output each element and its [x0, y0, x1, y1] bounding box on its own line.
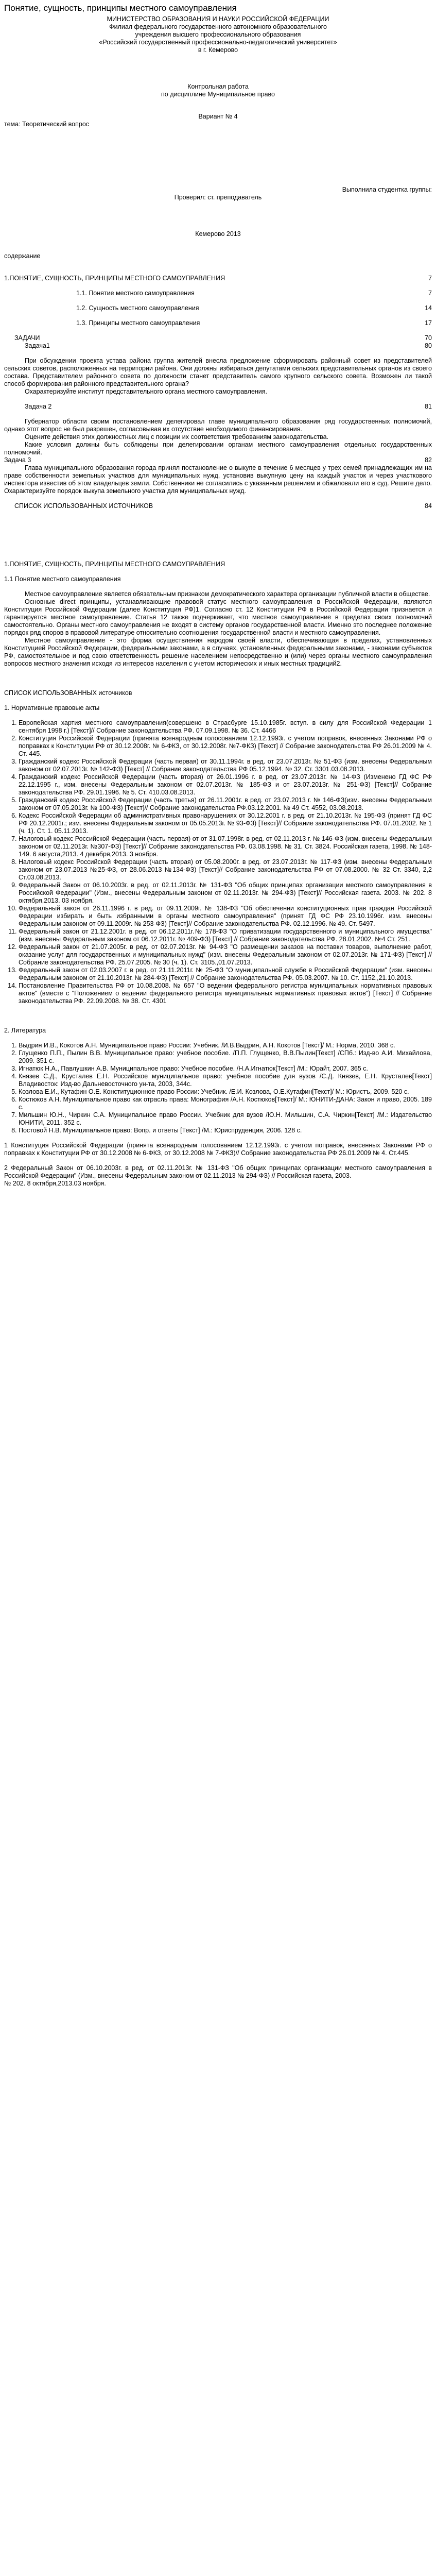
- list-item: 2. Конституция Российской Федерации (принята всенародным голосованием 12.12.1993г. с учетом поправок, внесенных Законами РФ о поправках к Конституции РФ от 30.12.2008г. № 6-ФКЗ, от 30.12.2008г. №7-ФКЗ) [Текст] // Собрание законодательства РФ 26.01.2009 № 4. Ст. 445.: [19, 735, 432, 758]
- variant-line: Вариант № 4: [198, 113, 238, 120]
- toc-item-text: 1.ПОНЯТИЕ, СУЩНОСТЬ, ПРИНЦИПЫ МЕСТНОГО САМОУПРАВЛЕНИЯ: [4, 275, 225, 282]
- literature-list: [4, 1042, 432, 1134]
- list-item: 1. Выдрин И.В., Кокотов А.Н. Муниципальное право России: Учебник. /И.В.Выдрин, А.Н. Кокотов [Текст]/ М.: Норма, 2010. 368 с.: [19, 1042, 432, 1049]
- list-item: 12. Федеральный закон от 21.07.2005г. в ред. от 02.07.2013г. № 94-ФЗ "О размещении заказов на поставки товаров, выполнение работ, оказание услуг для государственных и муниципальных нужд" (изм. внесены Федеральным законом от 02.07.2013г. № 171-ФЗ) [Текст] // Собрание законодательства РФ. 25.07.2005. № 30 (ч. 1). Ст. 3105.,01.07.2013.: [19, 943, 432, 967]
- list-item: 10. Федеральный закон от 26.11.1996 г. в ред. от 09.11.2009г. № 138-ФЗ "Об обеспечении конституционных прав граждан Российской Федерации избирать и быть избранными в органы местного самоуправления" (принят ГД ФС РФ 23.10.1996г. изм. внесены Федеральным законом от 09.11.2009г. № 253-ФЗ) [Текст]// Собрание законодательства РФ. 02.12.1996. № 49. Ст. 5497.: [19, 905, 432, 928]
- checked-line: Проверил: ст. преподаватель: [174, 194, 262, 201]
- section-heading: 1.ПОНЯТИЕ, СУЩНОСТЬ, ПРИНЦИПЫ МЕСТНОГО САМОУПРАВЛЕНИЯ: [4, 561, 225, 568]
- university-line: «Российский государственный профессионально-педагогический университет»: [99, 39, 337, 46]
- footnote: 1 Конституция Российской Федерации (принята всенародным голосованием 12.12.1993г. с учетом поправок, внесенных Законами РФ о поправках к Конституции РФ от 30.12.2008 № 6-ФКЗ, от 30.12.2008 № 7-ФКЗ)// Собрание законодательства РФ 26.01.2009 № 4. Ст.445.: [4, 1142, 432, 1157]
- footnote: 2 Федеральный Закон от 06.10.2003г. в ред. от 02.11.2013г. № 131-ФЗ "Об общих принципах организации местного самоуправления в Российской Федерации" (Изм., внесены Федеральным законом от 02.11.2013 № 294-ФЗ) // Российская газета, 2003.: [4, 1164, 432, 1179]
- topic-line: тема: Теоретический вопрос: [4, 121, 90, 128]
- city-year: Кемерово 2013: [195, 230, 241, 238]
- branch-line-2: учреждения высшего профессионального образования: [135, 31, 301, 38]
- toc-item: [4, 334, 432, 342]
- section-paragraph: Местное самоуправление является обязательным признаком демократического характера организации публичной власти в обществе.: [25, 590, 430, 598]
- toc-item: [4, 342, 432, 350]
- toc-item: [4, 290, 432, 297]
- bibliography-heading: СПИСОК ИСПОЛЬЗОВАННЫХ источников: [4, 689, 132, 697]
- task1-text: При обсуждении проекта устава района группа жителей внесла предложение сформировать районный совет из представителей сельских советов, расположенных на территории района. Они должны избираться депутатами сельских представительных органов из своего состава. Представителем районного совета по должности станет представитель самого крупного сельского совета. Возможен ли такой способ формирования районного представительного органа?: [4, 357, 432, 387]
- author-line: Выполнила студентка группы:: [342, 186, 432, 193]
- list-item: 6. Кодекс Российской Федерации об административных правонарушениях от 30.12.2001 г. в ред. от 21.10.2013г. № 195-ФЗ (принят ГД ФС РФ 20.12.2001г.; изм. внесены Федеральным законом от 05.05.2013г. № 93-ФЗ) [Текст]// Собрание законодательства РФ. 07.01.2002. № 1 (ч. 1). Ст. 1. 05.11.2013.: [19, 812, 432, 835]
- list-item: 2. Глущенко П.П., Пылин В.В. Муниципальное право: учебное пособие. /П.П. Глущенко, В.В.Пылин[Текст] /СПб.: Изд-во А.И. Михайлова, 2009. 351 с.: [19, 1049, 432, 1065]
- section-paragraph: Основные direct принципы, устанавливающие правовой статус местного самоуправления в Российской Федерации, являются Конституция Российской Федерации (далее Конституция РФ)1. Согласно ст. 12 Конституции РФ в Российской Федерации признается и гарантируется местное самоуправление. Статья 12 также подчеркивает, что местное самоуправление в пределах своих полномочий самостоятельно. Органы местного самоуправления не входят в систему органов государственной власти. Именно это последнее положение порядок ряд споров в правовой литературе относительно соотношения государственной власти и местного самоуправления.: [4, 598, 432, 636]
- subject-line: по дисциплине Муниципальное право: [161, 91, 275, 98]
- toc-item-page: 70: [425, 334, 432, 342]
- list-item: 6. Костюков А.Н. Муниципальное право как отрасль права: Монография /А.Н. Костюков[Текст]/ М.: ЮНИТИ-ДАНА: Закон и право, 2005. 189 с.: [19, 1096, 432, 1111]
- task2-heading: [4, 403, 432, 411]
- toc-item: [4, 304, 432, 312]
- toc-item: [4, 275, 432, 282]
- task1-question: Охарактеризуйте институт представительного органа местного самоуправления.: [25, 388, 268, 395]
- toc-item-text: Задача1: [25, 342, 50, 349]
- toc-item-text: 1.3. Принципы местного самоуправления: [76, 319, 200, 327]
- list-item: 11. Федеральный закон от 21.12.2001г. в ред. от 06.12.2011г.№ 178-ФЗ "О приватизации государственного и муниципального имущества" (изм. внесены Федеральным законом от 06.12.2011г. № 409-ФЗ) [Текст] // Собрание законодательства РФ. 28.01.2002. №4 Ст. 251.: [19, 928, 432, 943]
- task2-title: Задача 2: [25, 403, 52, 410]
- biblio-toc-title: СПИСОК ИСПОЛЬЗОВАННЫХ ИСТОЧНИКОВ: [14, 502, 153, 510]
- work-type: Контрольная работа: [187, 83, 249, 90]
- toc-item-page: 14: [425, 304, 432, 312]
- laws-list: [4, 719, 432, 1005]
- task2-question-2: Какие условия должны быть соблюдены при делегировании органам местного самоуправления отдельных государственных полномочий.: [4, 441, 432, 456]
- toc-item-page: 7: [428, 275, 432, 282]
- toc-item-text: 1.1. Понятие местного самоуправления: [76, 290, 195, 297]
- task2-page: 81: [425, 403, 432, 410]
- toc-item: [4, 319, 432, 327]
- list-item: 7. Мильшин Ю.Н., Чиркин С.А. Муниципальное право России. Учебник для вузов /Ю.Н. Мильшин, С.А. Чиркин[Текст] /М.: Издательство ЮНИТИ, 2011. 352 с.: [19, 1111, 432, 1127]
- list-item: 8. Постовой Н.В. Муниципальное право: Вопр. и ответы [Текст] /М.: Юриспруденция, 2006. 128 с.: [19, 1127, 432, 1134]
- ministry-line: МИНИСТЕРСТВО ОБРАЗОВАНИЯ И НАУКИ РОССИЙСКОЙ ФЕДЕРАЦИИ: [107, 15, 329, 23]
- section-paragraph: Местное самоуправление - это форма осуществления народом своей власти, обеспечивающая в пределах, установленных Конституцией Российской Федерации, федеральными законами, а в случаях, установленных федеральными законами, - законами субъектов РФ, самостоятельное и под свою ответственность решение населением непосредственно и (или) через органы местного самоуправления вопросов местного значения исходя из интересов населения с учетом исторических и иных местных традиций2.: [4, 637, 432, 667]
- toc-heading: содержание: [4, 252, 41, 260]
- list-item: 7. Налоговый кодекс Российской Федерации (часть первая) от от 31.07.1998г. в ред. от 02.11.2013 г. № 146-ФЗ (изм. внесены Федеральным законом от 02.11.2013г. №307-ФЗ) [Текст]// Собрание законодательства РФ. 03.08.1998. № 31. Ст. 3824. Российская газета, 1998. № 148-149. 6 августа,2013. 4 декабря,2013. 3 ноября.: [19, 835, 432, 858]
- toc-item-page: 80: [425, 342, 432, 349]
- toc-item-text: 1.2. Сущность местного самоуправления: [76, 304, 199, 312]
- toc-item-page: 17: [425, 319, 432, 327]
- biblio-toc-page: 84: [425, 502, 432, 510]
- list-item: 5. Козлова Е.И., Кутафин О.Е. Конституционное право России: Учебник. /Е.И. Козлова, О.Е.Кутафин[Текст]/ М.: Юристъ, 2009. 520 с.: [19, 1088, 432, 1096]
- task3-heading: [4, 456, 432, 464]
- list-item: 9. Федеральный Закон от 06.10.2003г. в ред. от 02.11.2013г. № 131-ФЗ "Об общих принципах организации местного самоуправления в Российской Федерации" (Изм., внесены Федеральным законом от 02.11.2013г. № 294-ФЗ) [Текст]// Российская газета. 2003. № 202. 8 октября,2013. 03 ноября.: [19, 882, 432, 905]
- branch-line-1: Филиал федерального государственного автономного образовательного: [109, 23, 327, 30]
- task3-title: Задача 3: [4, 456, 31, 464]
- biblio-toc-line: [4, 502, 432, 510]
- page-title: Понятие, сущность, принципы местного самоуправления: [4, 3, 237, 13]
- toc-item-page: 7: [428, 290, 432, 297]
- list-item: 3. Игнатюк Н.А., Павлушкин А.В. Муниципальное право: Учебное пособие. /Н.А.Игнатюк[Текст] /М.: Юрайт, 2007. 365 с.: [19, 1065, 432, 1073]
- laws-heading: 1. Нормативные правовые акты: [4, 704, 100, 711]
- subsection-heading: 1.1 Понятие местного самоуправления: [4, 575, 121, 583]
- task3-text: Глава муниципального образования города принял постановление о выкупе в течение 6 месяцев у трех семей принадлежащих им на праве собственности земельных участков для муниципальных нужд, установив выкупную цену на каждый участок и через участкового инспектора известив об этом владельцев земли. Собственники не согласились с указанным решением и обжаловали его в суд. Решите дело. Охарактеризуйте порядок выкупа земельного участка для муниципальных нужд.: [4, 464, 432, 495]
- toc-item-text: ЗАДАЧИ: [14, 334, 40, 342]
- list-item: 5. Гражданский кодекс Российской Федерации (часть третья) от 26.11.2001г. в ред. от 23.07.2013 г. № 146-ФЗ(изм. внесены Федеральным законом от 07.05.2013г. № 100-ФЗ) [Текст]// Собрание законодательства РФ.03.12.2001. № 49 Ст. 4552, 03.08.2013.: [19, 796, 432, 812]
- list-item: 14. Постановление Правительства РФ от 10.08.2008. № 657 "О ведении федерального регистра муниципальных нормативных правовых актов" (вместе с "Положением о ведении федерального регистра муниципальных нормативных правовых актов") [Текст] // Собрание законодательства РФ. 22.09.2008. № 38. Ст. 4301: [19, 982, 432, 1005]
- literature-heading: 2. Литература: [4, 1027, 46, 1034]
- list-item: 4. Князев С.Д., Крусталев Е.Н. Российское муниципальное право: учебное пособие для вузов /С.Д. Князев, Е.Н. Крусталев[Текст] Владивосток: Изд-во Дальневосточного ун-та, 2003, 344с.: [19, 1073, 432, 1088]
- task2-text: Губернатор области своим постановлением делегировал главе муниципального образования ряд государственных полномочий, однако этот вопрос не был разрешен, согласовывая их отсутствие необходимого финансирования.: [4, 418, 432, 433]
- task2-question: Оцените действия этих должностных лиц с позиции их соответствия требованиям законодательства.: [25, 433, 329, 440]
- list-item: 8. Налоговый кодекс Российской Федерации (часть вторая) от 05.08.2000г. в ред. от 23.07.2013г. № 117-ФЗ (изм. внесены Федеральным законом от 23.07.2013 №25-ФЗ, от 28.06.2013 №134-ФЗ) [Текст]// Собрание законодательства РФ от 07.08.2000. № 32 Ст. 3340, 2,2 Ст.03.08.2013.: [19, 858, 432, 882]
- list-item: 4. Гражданский кодекс Российской Федерации (часть вторая) от 26.01.1996 г. в ред. от 23.07.2013г. № 14-ФЗ (Изменено ГД ФС РФ 22.12.1995 г., изм. внесены Федеральным законом от 02.07.2013г. № 185-ФЗ и от 23.07.2013г. № 251-ФЗ) [Текст]// Собрание законодательства РФ. 29.01.1996. № 5. Ст. 410.03.08.2013.: [19, 773, 432, 796]
- footnote: № 202. 8 октября,2013.03 ноября.: [4, 1180, 106, 1187]
- city-line: в г. Кемерово: [198, 46, 238, 54]
- document-page: [0, 0, 436, 1188]
- list-item: 13. Федеральный закон от 02.03.2007 г. в ред. от 21.11.2011г. № 25-ФЗ "О муниципальной службе в Российской Федерации" (изм. внесены Федеральным законом от 21.10.2013г. № 284-ФЗ) [Текст] // Собрание законодательства РФ. 05.03.2007. № 10. Ст. 1152.,21.10.2013.: [19, 967, 432, 982]
- task3-page: 82: [425, 456, 432, 464]
- list-item: 1. Европейская хартия местного самоуправления(совершено в Страсбурге 15.10.1985г. вступ. в силу для Российской Федерации 1 сентября 1998 г.) [Текст]// Собрание законодательства РФ. 07.09.1998. № 36. Ст. 4466: [19, 719, 432, 735]
- list-item: 3. Гражданский кодекс Российской Федерации (часть первая) от 30.11.1994г. в ред. от 23.07.2013г. № 51-ФЗ (изм. внесены Федеральным законом от 02.07.2013г. № 142-ФЗ) [Текст] // Собрание законодательства РФ 05.12.1994. № 32. Ст. 3301.03.08.2013.: [19, 758, 432, 773]
